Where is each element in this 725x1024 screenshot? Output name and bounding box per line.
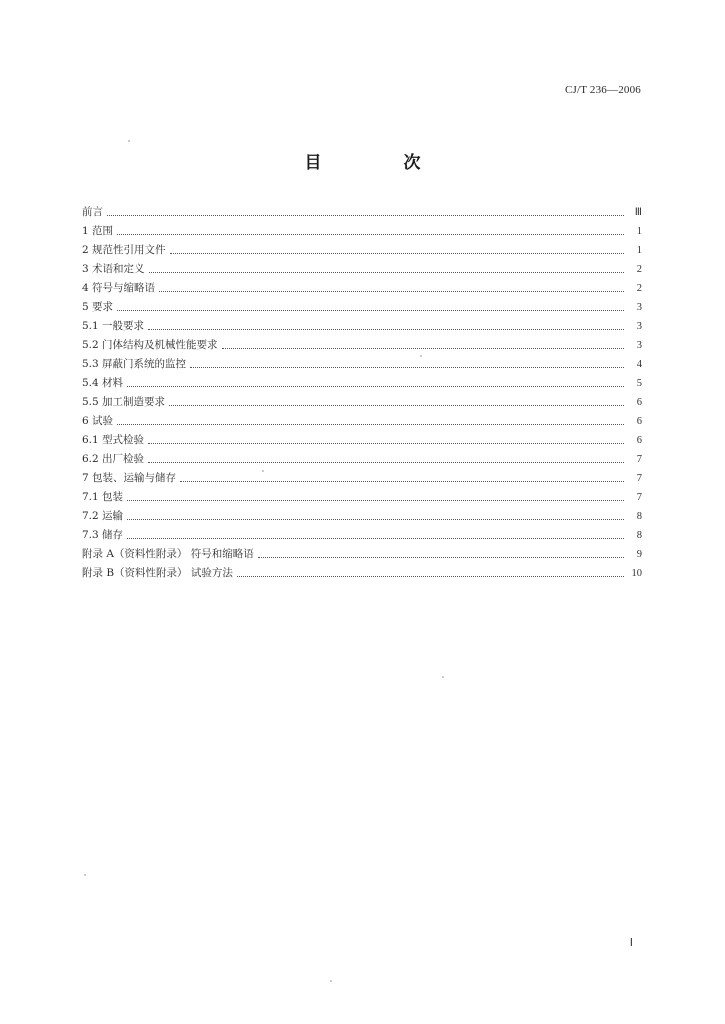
toc-entry-1[interactable] bbox=[82, 222, 642, 241]
toc-entry-label: 5.5 加工制造要求 bbox=[82, 396, 166, 408]
toc-entry-page: 8 bbox=[636, 530, 642, 541]
toc-entry-page: 6 bbox=[636, 435, 642, 446]
page-number: Ⅰ bbox=[629, 937, 633, 949]
toc-entry-page: 10 bbox=[631, 568, 642, 579]
toc-entry-label: 附录 A（资料性附录） 符号和缩略语 bbox=[82, 548, 254, 560]
toc-entry-label: 1 范围 bbox=[82, 225, 114, 237]
toc-entry-page: 6 bbox=[636, 397, 642, 408]
toc-entry-label: 5.4 材料 bbox=[82, 377, 124, 389]
toc-entry-label: 3 术语和定义 bbox=[82, 263, 145, 275]
dot-leader bbox=[148, 329, 624, 330]
toc-entry-label: 5.1 一般要求 bbox=[82, 320, 145, 332]
toc-entry-label: 前言 bbox=[82, 206, 103, 218]
toc-entry-label: 6 试验 bbox=[82, 415, 114, 427]
dot-leader bbox=[148, 443, 624, 444]
dot-leader bbox=[107, 215, 624, 216]
toc-entry-label: 7 包装、运输与储存 bbox=[82, 472, 177, 484]
toc-entry-5-5[interactable] bbox=[82, 393, 642, 412]
toc-entry-page: 2 bbox=[636, 283, 642, 294]
dot-leader bbox=[117, 234, 624, 235]
toc-entry-preface[interactable] bbox=[82, 203, 642, 222]
toc-entry-4[interactable] bbox=[82, 279, 642, 298]
toc-entry-label: 5.2 门体结构及机械性能要求 bbox=[82, 339, 218, 351]
scan-speck bbox=[84, 874, 86, 876]
scan-speck bbox=[330, 980, 332, 982]
toc-entry-page: 7 bbox=[636, 492, 642, 503]
dot-leader bbox=[149, 272, 624, 273]
dot-leader bbox=[169, 405, 624, 406]
dot-leader bbox=[117, 310, 624, 311]
dot-leader bbox=[127, 519, 624, 520]
toc-entry-5-4[interactable] bbox=[82, 374, 642, 393]
toc-entry-7-3[interactable] bbox=[82, 526, 642, 545]
scan-speck bbox=[420, 355, 422, 357]
toc-entry-6-2[interactable] bbox=[82, 450, 642, 469]
toc-entry-page: 1 bbox=[636, 226, 642, 237]
toc-entry-page: 8 bbox=[636, 511, 642, 522]
dot-leader bbox=[258, 557, 624, 558]
toc-entry-3[interactable] bbox=[82, 260, 642, 279]
toc-entry-label: 7.1 包装 bbox=[82, 491, 124, 503]
dot-leader bbox=[237, 576, 624, 577]
dot-leader bbox=[127, 538, 624, 539]
toc-entry-page: 7 bbox=[636, 473, 642, 484]
toc-entry-label: 5 要求 bbox=[82, 301, 114, 313]
toc-entry-page: 4 bbox=[636, 359, 642, 370]
toc-entry-label: 5.3 屏蔽门系统的监控 bbox=[82, 358, 187, 370]
toc-entry-7-2[interactable] bbox=[82, 507, 642, 526]
toc-entry-label: 2 规范性引用文件 bbox=[82, 244, 166, 256]
toc-entry-5-2[interactable] bbox=[82, 336, 642, 355]
toc-entry-7-1[interactable] bbox=[82, 488, 642, 507]
table-of-contents bbox=[82, 203, 642, 583]
toc-entry-6[interactable] bbox=[82, 412, 642, 431]
toc-entry-page: 3 bbox=[636, 321, 642, 332]
scan-speck bbox=[128, 140, 130, 142]
toc-entry-5[interactable] bbox=[82, 298, 642, 317]
toc-entry-page: 7 bbox=[636, 454, 642, 465]
page-title: 目 次 bbox=[304, 153, 459, 173]
toc-entry-appendix-a[interactable] bbox=[82, 545, 642, 564]
toc-entry-label: 7.2 运输 bbox=[82, 510, 124, 522]
toc-entry-page: 5 bbox=[636, 378, 642, 389]
dot-leader bbox=[170, 253, 624, 254]
toc-entry-label: 附录 B（资料性附录） 试验方法 bbox=[82, 567, 233, 579]
toc-entry-2[interactable] bbox=[82, 241, 642, 260]
dot-leader bbox=[190, 367, 624, 368]
toc-entry-label: 6.1 型式检验 bbox=[82, 434, 145, 446]
scan-speck bbox=[442, 676, 444, 678]
toc-entry-page: 2 bbox=[636, 264, 642, 275]
toc-entry-page: 3 bbox=[636, 302, 642, 313]
toc-entry-5-1[interactable] bbox=[82, 317, 642, 336]
toc-entry-6-1[interactable] bbox=[82, 431, 642, 450]
toc-entry-page: 1 bbox=[636, 245, 642, 256]
toc-entry-page: 6 bbox=[636, 416, 642, 427]
toc-entry-appendix-b[interactable] bbox=[82, 564, 642, 583]
dot-leader bbox=[148, 462, 624, 463]
toc-entry-5-3[interactable] bbox=[82, 355, 642, 374]
dot-leader bbox=[180, 481, 624, 482]
dot-leader bbox=[159, 291, 624, 292]
toc-entry-label: 6.2 出厂检验 bbox=[82, 453, 145, 465]
toc-entry-page: Ⅲ bbox=[634, 207, 642, 218]
toc-entry-label: 4 符号与缩略语 bbox=[82, 282, 156, 294]
dot-leader bbox=[117, 424, 624, 425]
standard-code: CJ/T 236—2006 bbox=[564, 84, 641, 96]
toc-entry-page: 3 bbox=[636, 340, 642, 351]
toc-entry-page: 9 bbox=[636, 549, 642, 560]
toc-entry-7[interactable] bbox=[82, 469, 642, 488]
dot-leader bbox=[222, 348, 624, 349]
dot-leader bbox=[127, 500, 624, 501]
dot-leader bbox=[127, 386, 624, 387]
toc-entry-label: 7.3 储存 bbox=[82, 529, 124, 541]
scan-speck bbox=[262, 470, 264, 472]
